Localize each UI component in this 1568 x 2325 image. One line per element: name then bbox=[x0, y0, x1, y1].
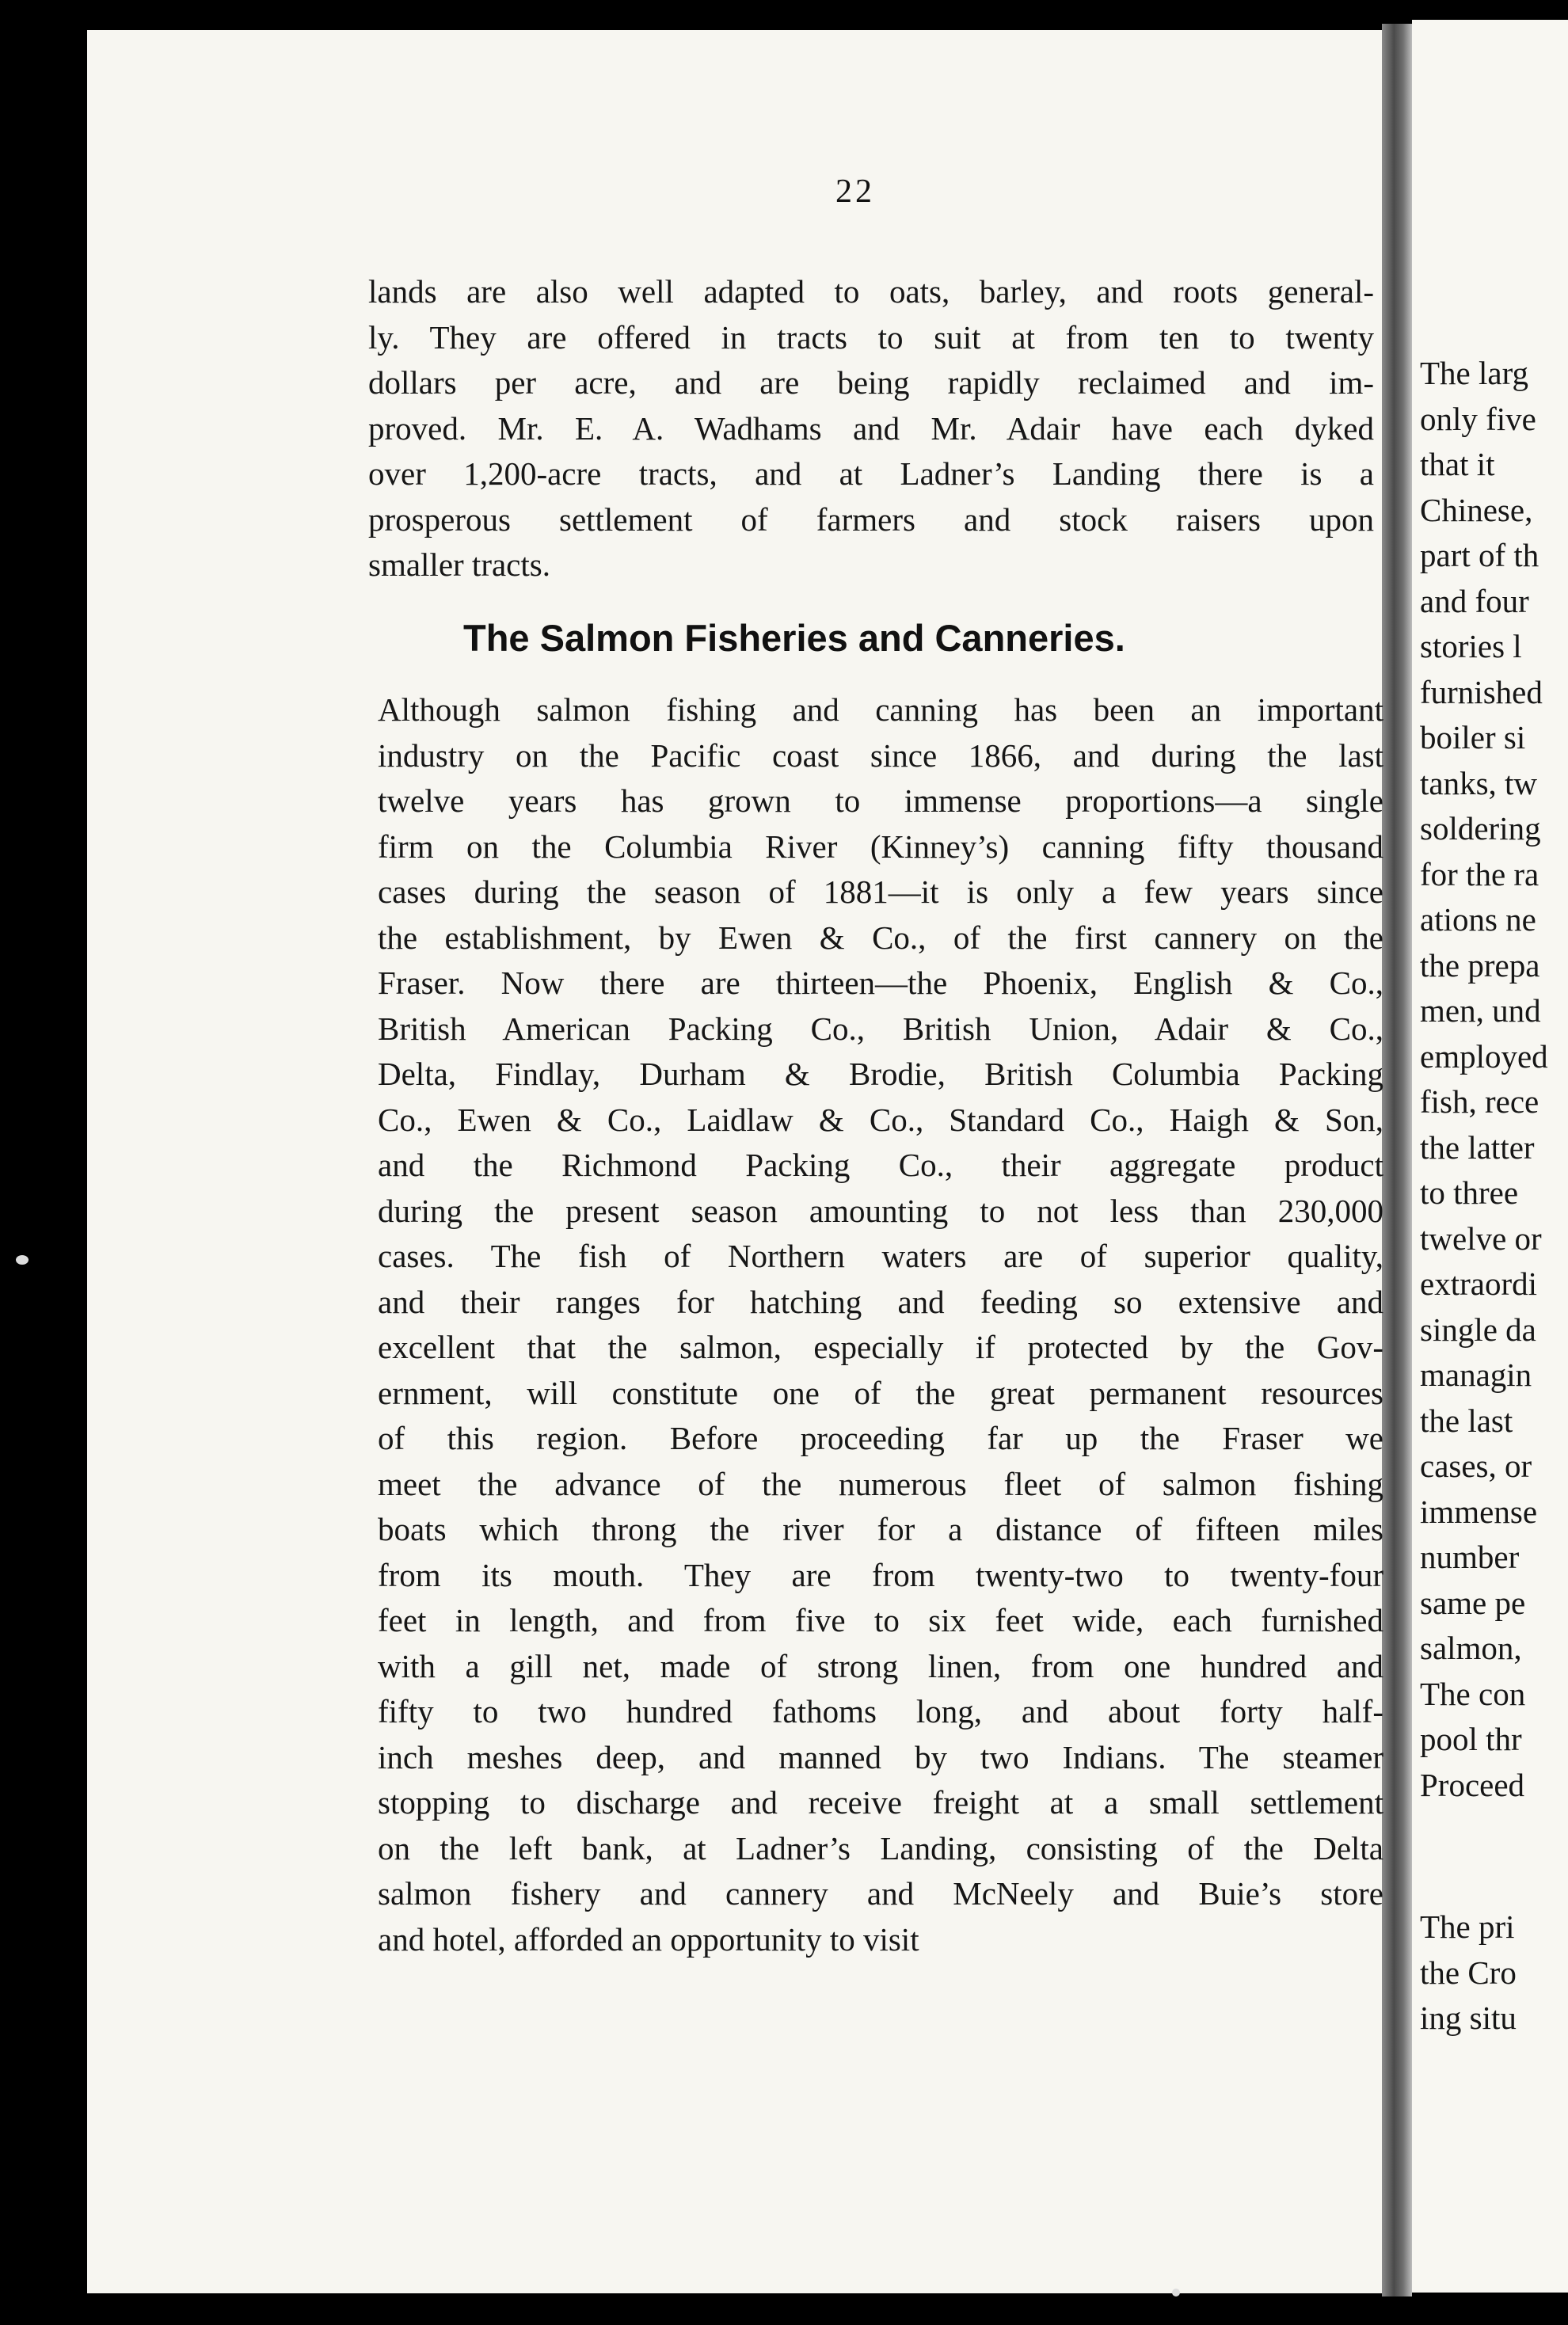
text-line: prosperous settlement of farmers and stock raisers upon bbox=[368, 500, 1374, 538]
right-page-line: that it bbox=[1420, 446, 1495, 482]
text-line: the establishment, by Ewen & Co., of the first cannery on the bbox=[378, 919, 1383, 956]
right-page-line: managin bbox=[1420, 1357, 1532, 1393]
scan-speck bbox=[16, 1255, 29, 1265]
right-page-line: for the ra bbox=[1420, 855, 1539, 892]
text-line: fifty to two hundred fathoms long, and about forty half- bbox=[378, 1693, 1383, 1729]
right-page-line: fish, rece bbox=[1420, 1083, 1539, 1120]
text-line: Although salmon fishing and canning has been an important bbox=[378, 691, 1383, 728]
text-line: inch meshes deep, and manned by two Indians. The steamer bbox=[378, 1738, 1383, 1775]
right-page bbox=[1412, 20, 1568, 2293]
paragraph-farmland bbox=[368, 269, 1374, 588]
right-page-line: only five bbox=[1420, 400, 1536, 437]
right-page-line: single da bbox=[1420, 1311, 1536, 1348]
paragraph-salmon bbox=[378, 687, 1383, 1962]
right-page-line: The pri bbox=[1420, 1908, 1515, 1945]
text-line: during the present season amounting to not less than 230,000 bbox=[378, 1192, 1383, 1229]
right-page-line: number bbox=[1420, 1539, 1520, 1575]
text-line: Co., Ewen & Co., Laidlaw & Co., Standard Co., Haigh & Son, bbox=[378, 1101, 1383, 1138]
text-line: on the left bank, at Ladner’s Landing, consisting of the Delta bbox=[378, 1829, 1383, 1866]
right-page-line: twelve or bbox=[1420, 1220, 1542, 1257]
right-page-line: Chinese, bbox=[1420, 491, 1533, 528]
right-page-line: stories l bbox=[1420, 628, 1522, 664]
book-gutter bbox=[1382, 24, 1412, 2296]
section-heading: The Salmon Fisheries and Canneries. bbox=[463, 617, 1125, 659]
text-line: with a gill net, made of strong linen, from one hundred and bbox=[378, 1647, 1383, 1684]
text-line: boats which throng the river for a distance of fifteen miles bbox=[378, 1511, 1383, 1547]
right-page-line: the last bbox=[1420, 1402, 1513, 1439]
right-page-line: same pe bbox=[1420, 1584, 1526, 1621]
right-page-line: boiler si bbox=[1420, 719, 1526, 755]
text-line: proved. Mr. E. A. Wadhams and Mr. Adair have each dyked bbox=[368, 409, 1374, 447]
scan-speck bbox=[1172, 2289, 1180, 2296]
right-page-line: furnished bbox=[1420, 673, 1543, 710]
right-page-line: extraordi bbox=[1420, 1265, 1537, 1302]
text-line: firm on the Columbia River (Kinney’s) canning fifty thousand bbox=[378, 828, 1383, 865]
text-line: and the Richmond Packing Co., their aggregate product bbox=[378, 1147, 1383, 1183]
right-page-line: tanks, tw bbox=[1420, 764, 1538, 801]
text-line: excellent that the salmon, especially if protected by the Gov- bbox=[378, 1329, 1383, 1365]
text-line: Fraser. Now there are thirteen—the Phoenix, English & Co., bbox=[378, 965, 1383, 1001]
text-line: dollars per acre, and are being rapidly reclaimed and im- bbox=[368, 364, 1374, 401]
right-page-line: soldering bbox=[1420, 810, 1541, 847]
right-page-line: the latter bbox=[1420, 1128, 1535, 1166]
right-page-line: Proceed bbox=[1420, 1766, 1525, 1803]
text-line: lands are also well adapted to oats, barley, and roots general- bbox=[368, 273, 1374, 310]
text-line: Delta, Findlay, Durham & Brodie, British Columbia Packing bbox=[378, 1056, 1383, 1092]
right-page-line: The larg bbox=[1420, 355, 1528, 391]
right-page-line: the prepa bbox=[1420, 946, 1540, 984]
right-page-line: ations ne bbox=[1420, 901, 1536, 938]
text-line: smaller tracts. bbox=[368, 546, 550, 583]
text-line: cases during the season of 1881—it is only a few years since bbox=[378, 873, 1383, 910]
right-page-line: salmon, bbox=[1420, 1630, 1522, 1666]
text-line: of this region. Before proceeding far up the Fraser we bbox=[378, 1420, 1383, 1456]
text-line: British American Packing Co., British Union, Adair & Co., bbox=[378, 1010, 1383, 1047]
text-line: ernment, will constitute one of the great permanent resources bbox=[378, 1374, 1383, 1411]
page-number: 22 bbox=[835, 173, 875, 210]
text-line: ly. They are offered in tracts to suit at from ten to twenty bbox=[368, 318, 1374, 356]
right-page-line: part of th bbox=[1420, 537, 1539, 573]
text-line: cases. The fish of Northern waters are of superior quality, bbox=[378, 1238, 1383, 1274]
right-page-line: immense bbox=[1420, 1493, 1538, 1530]
right-page-line: and four bbox=[1420, 582, 1529, 619]
text-line: over 1,200-acre tracts, and at Ladner’s Landing there is a bbox=[368, 455, 1374, 492]
text-line: and hotel, afforded an opportunity to visit bbox=[378, 1920, 919, 1958]
right-page-line: cases, or bbox=[1420, 1448, 1532, 1484]
right-page-line: men, und bbox=[1420, 992, 1541, 1029]
text-line: stopping to discharge and receive freight at a small settlement bbox=[378, 1784, 1383, 1821]
right-page-line: employed bbox=[1420, 1037, 1548, 1075]
text-line: salmon fishery and cannery and McNeely and Buie’s store bbox=[378, 1875, 1383, 1912]
text-line: meet the advance of the numerous fleet of salmon fishing bbox=[378, 1465, 1383, 1502]
text-line: industry on the Pacific coast since 1866, and during the last bbox=[378, 736, 1383, 774]
text-line: and their ranges for hatching and feeding so extensive and bbox=[378, 1283, 1383, 1320]
text-line: feet in length, and from five to six feet wide, each furnished bbox=[378, 1602, 1383, 1638]
right-page-line: the Cro bbox=[1420, 1954, 1517, 1991]
text-line: twelve years has grown to immense proportions—a single bbox=[378, 782, 1383, 819]
text-line: from its mouth. They are from twenty-two to twenty-four bbox=[378, 1556, 1383, 1593]
right-page-line: ing situ bbox=[1420, 2000, 1517, 2036]
right-page-line: to three bbox=[1420, 1174, 1519, 1211]
right-page-line: pool thr bbox=[1420, 1721, 1522, 1757]
right-page-line: The con bbox=[1420, 1675, 1526, 1712]
